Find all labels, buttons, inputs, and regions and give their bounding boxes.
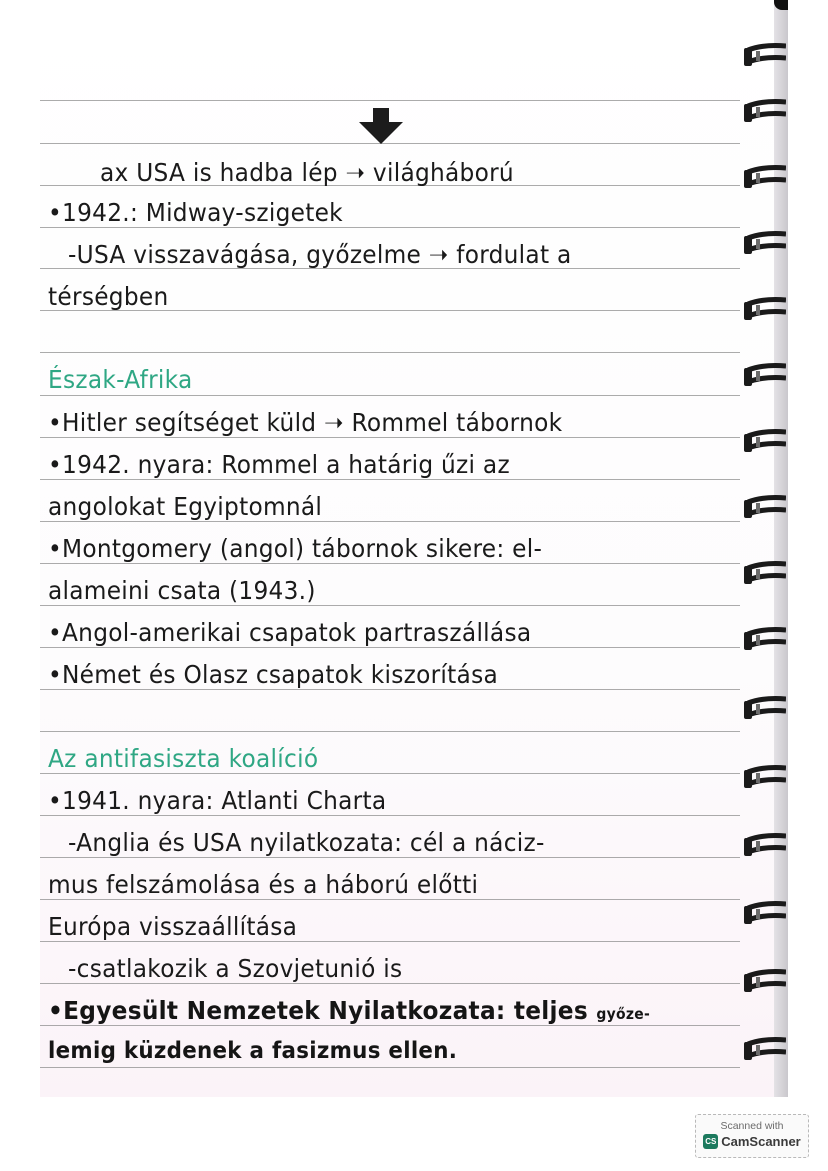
text-line: -USA visszavágása, győzelme ➝ fordulat a [68, 240, 572, 269]
rule-line [40, 1067, 740, 1068]
text-line: •1941. nyara: Atlanti Charta [48, 786, 387, 815]
rule-line [40, 773, 740, 774]
spiral-coil-icon [744, 968, 786, 996]
spiral-coil-icon [744, 296, 786, 324]
section-heading-antifasiszta-koalicio: Az antifasiszta koalíció [48, 744, 319, 773]
rule-line [40, 983, 740, 984]
text-line: •Montgomery (angol) tábornok sikere: el- [48, 534, 543, 563]
rule-line [40, 227, 740, 228]
spiral-coil-icon [744, 98, 786, 126]
watermark-caption: Scanned with [720, 1120, 784, 1132]
spiral-coil-icon [744, 900, 786, 928]
text-line: angolokat Egyiptomnál [48, 492, 323, 521]
text-line: térségben [48, 282, 169, 311]
rule-line [40, 689, 740, 690]
text-line: -csatlakozik a Szovjetunió is [68, 954, 403, 983]
rule-line [40, 479, 740, 480]
spiral-coil-icon [744, 428, 786, 456]
spiral-coil-icon [744, 764, 786, 792]
spiral-coil-icon [744, 560, 786, 588]
spiral-coil-icon [744, 695, 786, 723]
watermark-brand-name: CamScanner [721, 1134, 801, 1149]
rule-line [40, 395, 740, 396]
rule-line [40, 521, 740, 522]
rule-line [40, 605, 740, 606]
text-line: •1942.: Midway-szigetek [48, 198, 343, 227]
rule-line [40, 100, 740, 101]
spiral-coil-icon [744, 230, 786, 258]
spiral-coil-icon [744, 626, 786, 654]
rule-line [40, 731, 740, 732]
spiral-binding [738, 0, 788, 1097]
text-segment: •Egyesült Nemzetek Nyilatkozata: teljes [48, 996, 588, 1025]
text-segment-small: győze- [596, 1005, 651, 1023]
text-line: lemig küzdenek a fasizmus ellen. [48, 1038, 458, 1064]
rule-line [40, 857, 740, 858]
spiral-coil-icon [744, 1036, 786, 1064]
text-line: •1942. nyara: Rommel a határig űzi az [48, 450, 510, 479]
text-line: alameini csata (1943.) [48, 576, 316, 605]
rule-line [40, 352, 740, 353]
rule-line [40, 437, 740, 438]
rule-line [40, 941, 740, 942]
spiral-coil-icon [744, 832, 786, 860]
text-line: Európa visszaállítása [48, 912, 298, 941]
spiral-coil-icon [744, 494, 786, 522]
spiral-coil-icon [744, 362, 786, 390]
section-heading-eszak-afrika: Észak-Afrika [48, 365, 193, 394]
down-arrow-icon [357, 108, 405, 144]
text-line [48, 996, 650, 1025]
camscanner-watermark [695, 1114, 809, 1158]
rule-line [40, 1025, 740, 1026]
text-line: •Német és Olasz csapatok kiszorítása [48, 660, 498, 689]
watermark-brand [696, 1134, 808, 1149]
rule-line [40, 899, 740, 900]
text-line: -Anglia és USA nyilatkozata: cél a náciz- [68, 828, 545, 857]
camscanner-logo-icon: CS [703, 1134, 718, 1149]
rule-line [40, 563, 740, 564]
spiral-coil-icon [744, 42, 786, 70]
rule-line [40, 647, 740, 648]
rule-line [40, 815, 740, 816]
text-line: •Angol-amerikai csapatok partraszállása [48, 618, 532, 647]
spiral-coil-icon [744, 164, 786, 192]
text-line: •Hitler segítséget küld ➝ Rommel tábornok [48, 408, 563, 437]
text-line: mus felszámolása és a háború előtti [48, 870, 479, 899]
text-line: ax USA is hadba lép ➝ világháború [100, 158, 514, 187]
